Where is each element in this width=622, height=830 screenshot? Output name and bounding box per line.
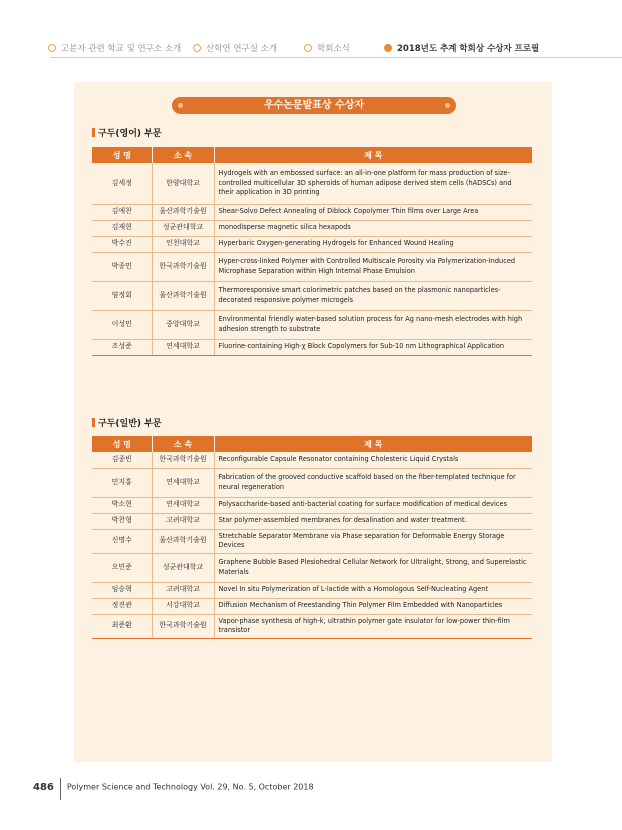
header-title: 제 목 bbox=[214, 147, 532, 163]
banner-title: 우수논문발표상 수상자 bbox=[263, 100, 365, 111]
winner-affiliation: 울산과학기술원 bbox=[152, 204, 214, 220]
section-title-english: 구두(영어) 부문 bbox=[92, 126, 162, 139]
header-affiliation: 소 속 bbox=[152, 436, 214, 452]
winner-name: 임승혁 bbox=[92, 582, 152, 598]
table-row bbox=[92, 252, 532, 281]
paper-title: Star polymer-assembled membranes for desalination and water treatment. bbox=[214, 513, 532, 529]
paper-title: Reconfigurable Capsule Resonator containing Cholesteric Liquid Crystals bbox=[214, 452, 532, 468]
winner-affiliation: 울산과학기술원 bbox=[152, 529, 214, 553]
awards-table-english bbox=[92, 147, 532, 356]
section-marker-icon bbox=[92, 128, 95, 137]
winner-name: 최준환 bbox=[92, 614, 152, 638]
table-row bbox=[92, 468, 532, 497]
paper-title: Thermoresponsive smart colorimetric patches based on the plasmonic nanoparticles-decorated responsive polymer microgels bbox=[214, 281, 532, 310]
winner-affiliation: 한국과학기술원 bbox=[152, 252, 214, 281]
winner-affiliation: 고려대학교 bbox=[152, 513, 214, 529]
winner-name: 정진관 bbox=[92, 598, 152, 614]
winner-affiliation: 인천대학교 bbox=[152, 236, 214, 252]
nav-bullet-icon bbox=[193, 44, 201, 52]
paper-title: Hyper-cross-linked Polymer with Controlled Multiscale Porosity via Polymerization-Induced Microphase Separation within High Internal Phase Emulsion bbox=[214, 252, 532, 281]
table-row bbox=[92, 220, 532, 236]
table-row bbox=[92, 513, 532, 529]
table-header-row bbox=[92, 147, 532, 163]
section-banner bbox=[172, 97, 456, 114]
paper-title: monodisperse magnetic silica hexapods bbox=[214, 220, 532, 236]
paper-title: Stretchable Separator Membrane via Phase separation for Deformable Energy Storage Devices bbox=[214, 529, 532, 553]
winner-name: 박수진 bbox=[92, 236, 152, 252]
footer-divider bbox=[60, 778, 61, 800]
winner-affiliation: 서강대학교 bbox=[152, 598, 214, 614]
paper-title: Hyperbaric Oxygen-generating Hydrogels for Enhanced Wound Healing bbox=[214, 236, 532, 252]
winner-name: 조성준 bbox=[92, 339, 152, 355]
table-row bbox=[92, 598, 532, 614]
table-row bbox=[92, 553, 532, 582]
banner-dot-icon bbox=[178, 103, 183, 108]
section-marker-icon bbox=[92, 418, 95, 427]
winner-name: 박종민 bbox=[92, 252, 152, 281]
header-name: 성 명 bbox=[92, 436, 152, 452]
paper-title: Graphene Bubble Based Plesiohedral Cellular Network for Ultralight, Strong, and Superelastic Materials bbox=[214, 553, 532, 582]
paper-title: Hydrogels with an embossed surface: an all-in-one platform for mass production of size-controlled multicellular 3D spheroids of human adipose derived stem cells (hADSCs) and their application in 3D printing bbox=[214, 163, 532, 204]
nav-bullet-icon bbox=[304, 44, 312, 52]
winner-affiliation: 연세대학교 bbox=[152, 339, 214, 355]
nav-bullet-icon bbox=[384, 44, 392, 52]
paper-title: Fabrication of the grooved conductive scaffold based on the fiber-templated technique for neural regeneration bbox=[214, 468, 532, 497]
section-title-general: 구두(일반) 부문 bbox=[92, 416, 162, 429]
winner-name: 오민준 bbox=[92, 553, 152, 582]
table-row bbox=[92, 163, 532, 204]
table-row bbox=[92, 529, 532, 553]
winner-name: 염정회 bbox=[92, 281, 152, 310]
paper-title: Diffusion Mechanism of Freestanding Thin Polymer Film Embedded with Nanoparticles bbox=[214, 598, 532, 614]
nav-divider bbox=[50, 57, 622, 58]
winner-name: 김세정 bbox=[92, 163, 152, 204]
nav-bullet-icon bbox=[48, 44, 56, 52]
journal-citation: Polymer Science and Technology Vol. 29, No. 5, October 2018 bbox=[66, 782, 314, 792]
awards-table-general bbox=[92, 436, 532, 639]
winner-affiliation: 울산과학기술원 bbox=[152, 281, 214, 310]
page-footer bbox=[33, 776, 314, 798]
paper-title: Shear-Solvo Defect Annealing of Diblock Copolymer Thin films over Large Area bbox=[214, 204, 532, 220]
table-row bbox=[92, 582, 532, 598]
winner-affiliation: 한양대학교 bbox=[152, 163, 214, 204]
header-title: 제 목 bbox=[214, 436, 532, 452]
paper-title: Fluorine-containing High-χ Block Copolymers for Sub-10 nm Lithographical Application bbox=[214, 339, 532, 355]
winner-affiliation: 연세대학교 bbox=[152, 497, 214, 513]
winner-name: 박소현 bbox=[92, 497, 152, 513]
table-row bbox=[92, 236, 532, 252]
nav-item-schools[interactable]: 고분자 관련 학교 및 연구소 소개 bbox=[48, 42, 181, 54]
table-row bbox=[92, 497, 532, 513]
table-row bbox=[92, 281, 532, 310]
winner-name: 신명수 bbox=[92, 529, 152, 553]
winner-name: 민지홍 bbox=[92, 468, 152, 497]
banner-dot-icon bbox=[445, 103, 450, 108]
winner-affiliation: 성균관대학교 bbox=[152, 553, 214, 582]
winner-name: 박찬형 bbox=[92, 513, 152, 529]
table-row bbox=[92, 452, 532, 468]
winner-name: 김재현 bbox=[92, 220, 152, 236]
winner-affiliation: 성균관대학교 bbox=[152, 220, 214, 236]
paper-title: Environmental friendly water-based solution process for Ag nano-mesh electrodes with high adhesion strength to substrate bbox=[214, 310, 532, 339]
header-affiliation: 소 속 bbox=[152, 147, 214, 163]
nav-item-society-news[interactable]: 학회소식 bbox=[304, 42, 350, 54]
winner-name: 김예찬 bbox=[92, 204, 152, 220]
table-row bbox=[92, 310, 532, 339]
table-row bbox=[92, 339, 532, 355]
top-navigation bbox=[0, 0, 622, 68]
winner-affiliation: 연세대학교 bbox=[152, 468, 214, 497]
table-row bbox=[92, 204, 532, 220]
table-row bbox=[92, 614, 532, 638]
header-name: 성 명 bbox=[92, 147, 152, 163]
winner-affiliation: 한국과학기술원 bbox=[152, 614, 214, 638]
nav-item-labs[interactable]: 산학연 연구실 소개 bbox=[193, 42, 277, 54]
winner-affiliation: 중앙대학교 bbox=[152, 310, 214, 339]
page-number: 486 bbox=[33, 781, 54, 793]
winner-name: 김종빈 bbox=[92, 452, 152, 468]
nav-item-award-profiles[interactable]: 2018년도 추계 학회상 수상자 프로필 bbox=[384, 42, 539, 54]
winner-name: 이성민 bbox=[92, 310, 152, 339]
table-header-row bbox=[92, 436, 532, 452]
paper-title: Polysaccharide-based anti-bacterial coating for surface modification of medical devices bbox=[214, 497, 532, 513]
paper-title: Vapor-phase synthesis of high-k, ultrathin polymer gate insulator for low-power thin-film transistor bbox=[214, 614, 532, 638]
winner-affiliation: 고려대학교 bbox=[152, 582, 214, 598]
winner-affiliation: 한국과학기술원 bbox=[152, 452, 214, 468]
paper-title: Novel In situ Polymerization of L-lactide with a Homologous Self-Nucleating Agent bbox=[214, 582, 532, 598]
